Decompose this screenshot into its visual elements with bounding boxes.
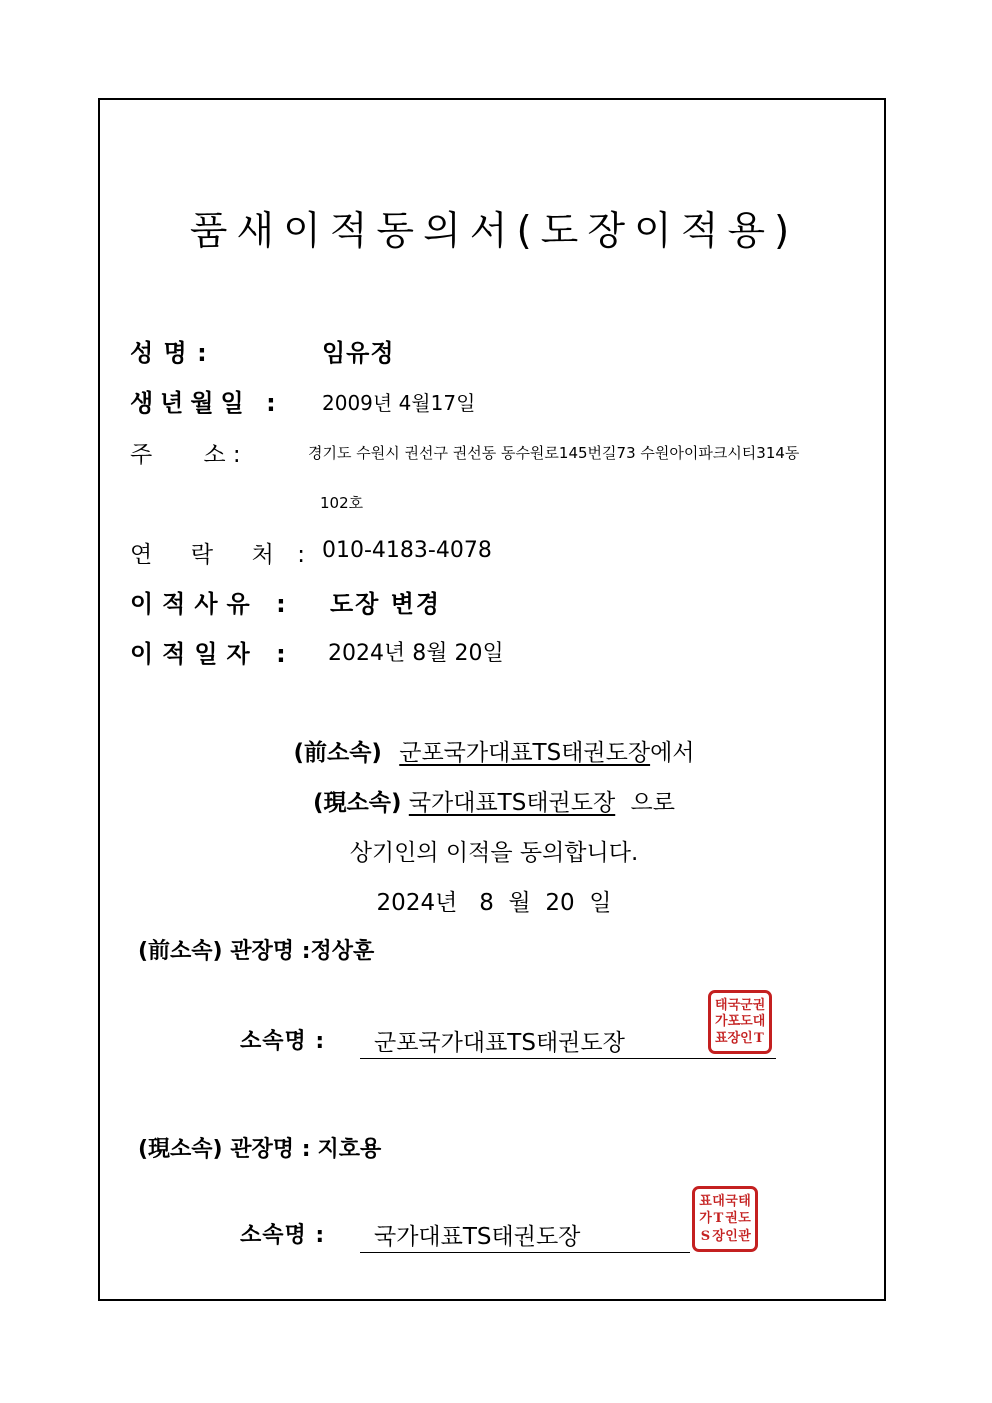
name-label: 성 명 :: [130, 339, 208, 367]
seal-glyph: 태: [715, 997, 728, 1013]
seal-glyph: T: [754, 1031, 764, 1047]
document-title: 품새이적동의서(도장이적용): [189, 209, 799, 254]
reason-label: 이적사유 :: [130, 590, 295, 618]
name-value: 임유정: [322, 339, 395, 367]
seal-glyph: 장: [727, 1031, 741, 1047]
curr-dojang-name: 국가대표TS태권도장: [408, 790, 616, 816]
seal-glyph: 가: [715, 1014, 728, 1030]
prev-signature-line: [360, 1058, 776, 1059]
curr-signature-line: [360, 1252, 690, 1253]
seal-glyph: 도: [740, 1014, 753, 1030]
seal-glyph: 권: [725, 1211, 738, 1227]
address-value-line2: 102호: [320, 494, 364, 512]
curr-head-label: (現소속) 관장명 :: [138, 1137, 311, 1162]
prev-affiliation-line: [100, 734, 888, 767]
seal-glyph: 관: [738, 1228, 751, 1244]
prev-affil-label: 소속명 :: [240, 1029, 326, 1054]
seal-glyph: 표: [699, 1194, 712, 1210]
seal-glyph: 군: [740, 997, 753, 1013]
prev-head-label: (前소속) 관장명 :: [138, 939, 311, 964]
seal-glyph: 권: [752, 997, 766, 1013]
seal-glyph: 가: [699, 1211, 712, 1227]
seal-glyph: 국: [725, 1194, 738, 1210]
address-value-line1: 경기도 수원시 권선구 권선동 동수원로145번길73 수원아이파크시티314동: [308, 444, 800, 462]
curr-affil-label: 소속명 :: [240, 1223, 326, 1248]
seal-glyph: 포: [727, 1014, 741, 1030]
seal-glyph: 인: [740, 1031, 753, 1047]
curr-head-name: 지호용: [317, 1137, 382, 1162]
seal-glyph: 대: [752, 1014, 766, 1030]
seal-glyph: T: [713, 1211, 724, 1227]
birth-value: 2009년 4월17일: [322, 391, 476, 415]
seal-glyph: S: [700, 1228, 711, 1244]
seal-glyph: 인: [725, 1228, 738, 1244]
document-frame: [98, 98, 886, 1301]
seal-glyph: 국: [727, 997, 741, 1013]
seal-glyph: 표: [715, 1031, 728, 1047]
prev-dojang-seal: [708, 990, 772, 1054]
date-value: 2024년 8월 20일: [328, 641, 504, 666]
prev-head-line: [138, 934, 374, 965]
consent-statement: 상기인의 이적을 동의합니다.: [349, 840, 639, 866]
seal-glyph: 태: [738, 1194, 751, 1210]
curr-affil-value: 국가대표TS태권도장: [374, 1224, 581, 1250]
curr-affiliation-suffix: 으로: [630, 790, 675, 816]
contact-value: 010-4183-4078: [322, 538, 492, 563]
prev-affil-value: 군포국가대표TS태권도장: [374, 1030, 625, 1056]
prev-dojang-name: 군포국가대표TS태권도장: [399, 740, 651, 766]
curr-dojang-seal: [692, 1186, 758, 1252]
birth-label: 생년월일 :: [130, 389, 283, 417]
seal-glyph: 도: [738, 1211, 751, 1227]
consent-date: 2024년 8 월 20 일: [376, 890, 612, 916]
reason-value: 도장 변경: [330, 590, 442, 618]
date-label: 이적일자 :: [130, 640, 295, 668]
contact-label: 연 락 처 :: [130, 542, 313, 568]
curr-affiliation-line: [100, 784, 888, 817]
curr-affiliation-prefix: (現소속): [313, 790, 402, 816]
address-label: 주 소 :: [130, 442, 241, 468]
prev-head-name: 정상훈: [310, 939, 375, 964]
prev-affiliation-prefix: (前소속): [293, 740, 382, 766]
curr-head-line: [138, 1132, 381, 1163]
prev-affiliation-suffix: 에서: [650, 740, 695, 766]
seal-glyph: 대: [712, 1194, 725, 1210]
seal-glyph: 장: [712, 1228, 725, 1244]
